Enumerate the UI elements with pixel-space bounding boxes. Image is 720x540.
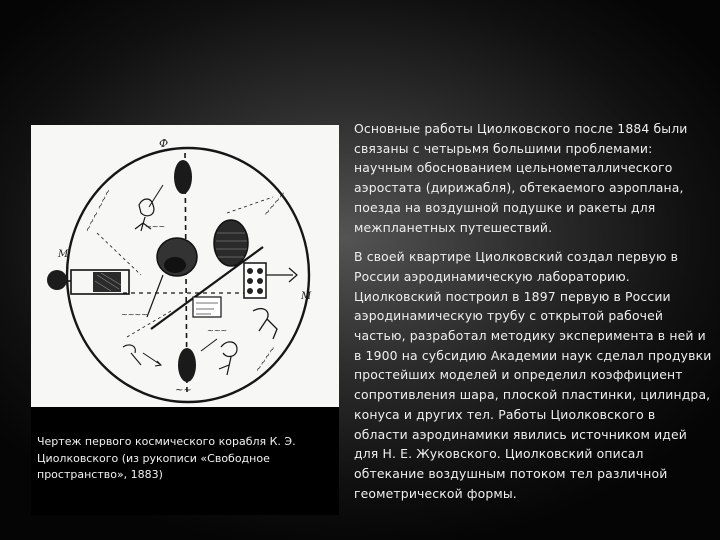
spaceship-sketch bbox=[31, 125, 339, 407]
central-body-shadow bbox=[164, 257, 186, 273]
top-disc-shape bbox=[174, 160, 192, 194]
handwriting-top: Ф bbox=[159, 137, 169, 150]
handwriting-lower-center: ~~~ bbox=[207, 326, 228, 335]
right-tank-window bbox=[247, 288, 253, 294]
figure-person-bottom-left bbox=[123, 345, 141, 365]
handwriting-center-left: ~~~ bbox=[145, 222, 166, 231]
arrow-icon bbox=[149, 185, 163, 207]
right-tank-window bbox=[257, 278, 263, 284]
paragraph-laboratory: В своей квартире Циолковский создал первую в России аэродинамическую лабораторию. Циолковский построил в 1897 первую в России аэродинамическую трубу с открытой рабочей частью, разработал методику эксперимента в ней и в 1900 на субсидию Академии наук сделал продувки простейших моделей и определил коэффициент сопротивления шара, плоской пластинки, цилиндра, конуса и других тел. Работы Циолковского в области аэродинамики явились источником идей для Н. Е. Жуковского. Циолковский описал обтекание воздушным потоком тел различной геометрической формы. bbox=[354, 249, 712, 501]
flywheel-disc-shape bbox=[214, 220, 248, 266]
body-text bbox=[354, 119, 712, 503]
caption-box bbox=[31, 407, 339, 515]
figure-caption: Чертеж первого космического корабля К. Э. Циолковского (из рукописи «Свободное пространство», 1883) bbox=[37, 435, 296, 481]
handwriting-bottom-right: ~~~~ bbox=[253, 344, 279, 375]
label-m-left: M bbox=[58, 249, 69, 260]
arrow-icon bbox=[201, 339, 217, 351]
figure-image bbox=[31, 125, 339, 407]
arrow-icon bbox=[143, 353, 161, 366]
right-tank-window bbox=[247, 278, 253, 284]
bottom-disc-shape bbox=[178, 348, 196, 382]
handwriting-left: ~~~ ~~~ bbox=[82, 187, 115, 235]
right-tank-window bbox=[257, 268, 263, 274]
label-m-right: M bbox=[301, 291, 312, 302]
lower-rod-line bbox=[147, 275, 163, 317]
right-tank-window bbox=[257, 288, 263, 294]
guide-line bbox=[97, 233, 141, 275]
figure-person-bottom bbox=[219, 342, 237, 375]
figure-person-right bbox=[253, 309, 277, 339]
handwriting-right: ~~~~ bbox=[261, 189, 289, 219]
handwriting-bottom: ~~ bbox=[175, 385, 192, 396]
right-tank-window bbox=[247, 268, 253, 274]
handwriting-lower-left: ~~~~ bbox=[121, 310, 148, 319]
left-ball-shape bbox=[47, 270, 67, 290]
paragraph-main-works: Основные работы Циолковского после 1884 были связаны с четырьмя большими проблемами: научным обоснованием цельнометаллического аэростата (дирижабля), обтекаемого аэроплана, поезда на воздушной подушке и ракеты для межпланетных путешествий. bbox=[354, 121, 688, 235]
